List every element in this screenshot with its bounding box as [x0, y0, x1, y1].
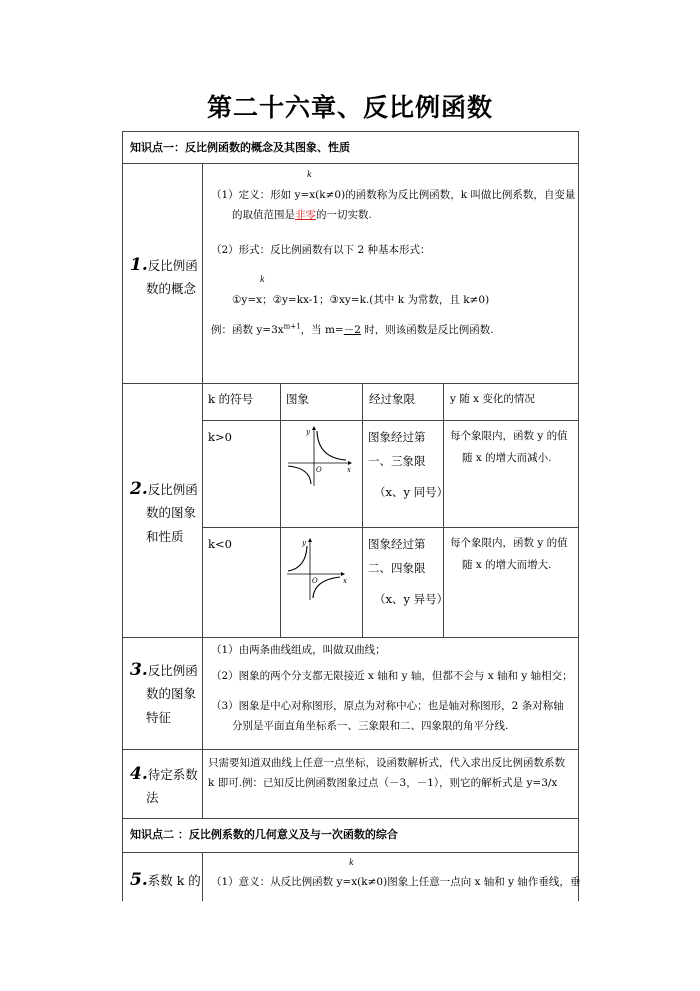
row-label-line: 特征 [146, 710, 172, 725]
hyperbola-graph-positive [284, 422, 354, 490]
row-label: 4.待定系数 [130, 764, 198, 784]
divider [202, 163, 203, 818]
page-title: 第二十六章、反比例函数 [206, 93, 493, 122]
example-line: 例：函数 $y=3x^{m+1}$，当 m=－2 时，则该函数是反比例函数. [211, 322, 494, 336]
feature-line: （3）图象是中心对称图形，原点为对称中心；也是轴对称图形，2 条对称轴 [211, 700, 564, 712]
origin-label: O [312, 577, 318, 585]
table-cell: 图象经过第 [368, 537, 426, 551]
table-header: 图象 [286, 392, 309, 406]
fraction-numerator: k [307, 170, 312, 179]
row-label: 1.反比例函 [130, 255, 198, 275]
divider [202, 527, 579, 528]
origin-label: O [316, 466, 322, 474]
form-line: （2）形式：反比例函数有以下 2 种基本形式： [211, 244, 431, 256]
section-header: 知识点一：反比例函数的概念及其图象、性质 [130, 141, 350, 154]
row-label-line: 和性质 [146, 529, 184, 544]
method-line: k 即可.例：已知反比例函数图象过点（－3，－1），则它的解析式是 y=3/x [208, 777, 558, 789]
divider [362, 383, 363, 637]
row-label-line: 数的概念 [146, 281, 197, 296]
feature-line: （1）由两条曲线组成，叫做双曲线； [211, 644, 386, 656]
divider [122, 749, 579, 750]
table-cell: （x、y 同号） [374, 485, 449, 499]
fraction-numerator: k [349, 858, 354, 867]
table-header: 经过象限 [369, 392, 415, 406]
divider [122, 637, 579, 638]
table-cell: k>0 [208, 430, 232, 444]
axis-label: y [306, 428, 310, 436]
divider [122, 163, 579, 164]
axis-label: y [302, 539, 306, 547]
hyperbola-graph-negative [283, 534, 353, 604]
section-header: 知识点二 ：反比例系数的几何意义及与一次函数的综合 [130, 828, 398, 841]
definition-line: 的取值范围是非零的一切实数. [232, 209, 372, 221]
table-cell: 每个象限内，函数 y 的值 [450, 537, 568, 549]
row-label-line: 数的图象 [146, 505, 197, 520]
table-cell: 二、四象限 [368, 561, 426, 575]
divider [202, 420, 579, 421]
axis-label: x [347, 466, 351, 474]
table-cell: 随 x 的增大而减小. [462, 452, 552, 464]
row-label: 2.反比例函 [130, 479, 198, 499]
row-label-line: 数的图象 [146, 686, 197, 701]
divider [122, 852, 579, 853]
feature-line: 分别是平面直角坐标系一、三象限和二、四象限的角平分线. [232, 720, 509, 732]
table-cell: 一、三象限 [368, 454, 426, 468]
divider [202, 852, 203, 901]
forms-line: ①y=x；②y=kx-1；③xy=k.(其中 k 为常数，且 k≠0) [232, 294, 490, 306]
divider [122, 383, 579, 384]
feature-line: （2）图象的两个分支都无限接近 x 轴和 y 轴，但都不会与 x 轴和 y 轴相交； [211, 670, 573, 682]
table-cell: 图象经过第 [368, 430, 426, 444]
method-line: 只需要知道双曲线上任意一点坐标，设函数解析式，代入求出反比例函数系数 [208, 757, 565, 769]
divider [280, 383, 281, 637]
row-label: 5.系数 k 的 [130, 870, 201, 890]
table-cell: （x、y 异号） [374, 592, 449, 606]
table-cell: 每个象限内，函数 y 的值 [450, 430, 568, 442]
row-label: 3.反比例函 [130, 660, 198, 680]
meaning-line: （1）意义：从反比例函数 y=x(k≠0)图象上任意一点向 x 轴和 y 轴作垂线，垂 [211, 876, 581, 888]
divider [122, 818, 579, 819]
table-cell: k<0 [208, 537, 232, 551]
fraction-numerator: k [260, 275, 265, 284]
highlight-nonzero: 非零 [295, 209, 316, 221]
definition-line: （1）定义：形如 y=x(k≠0)的函数称为反比例函数，k 叫做比例系数，自变量 [211, 189, 576, 201]
table-header: k 的符号 [208, 392, 254, 406]
table-cell: 随 x 的增大而增大. [462, 559, 552, 571]
axis-label: x [343, 577, 347, 585]
table-header: y 随 x 变化的情况 [450, 393, 535, 405]
row-label-line: 法 [146, 790, 159, 805]
